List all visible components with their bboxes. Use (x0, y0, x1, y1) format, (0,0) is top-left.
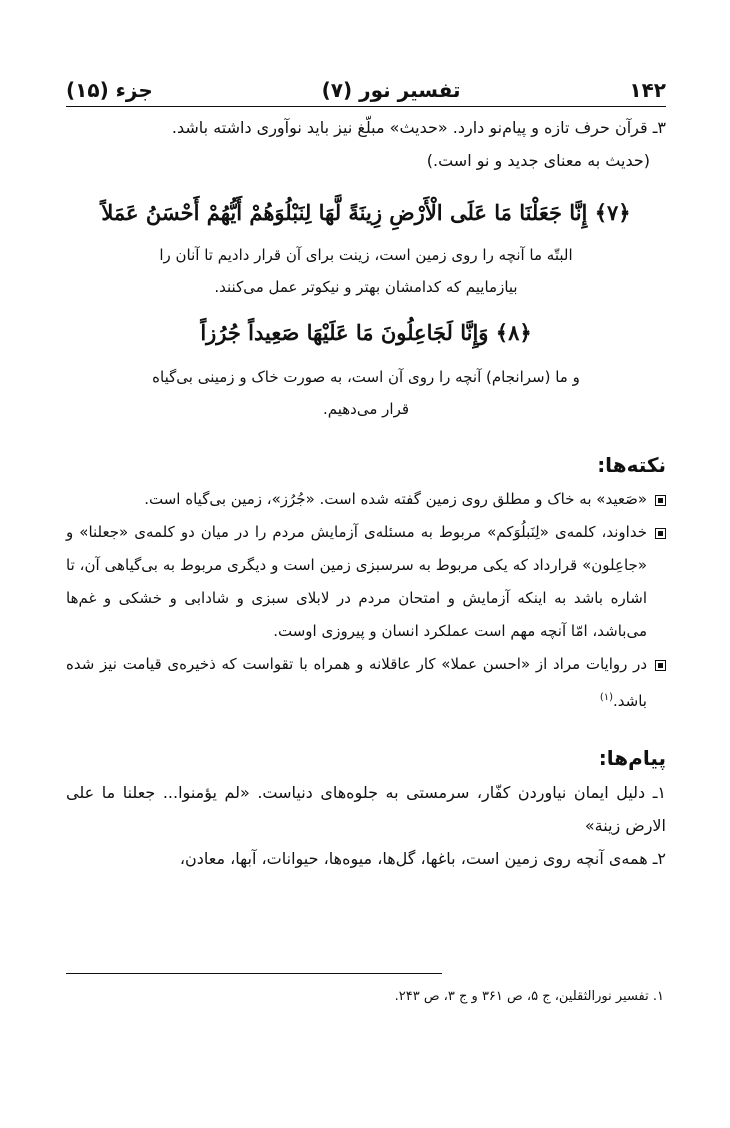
intro-paragraph (66, 111, 666, 177)
verse-7 (66, 193, 666, 303)
list-item: خداوند، کلمه‌ی «لِنَبلُوَکم» مربوط به مسئله‌ی آزمایش مردم را در میان دو کلمه‌ی «جعلنا» و «جاعِلون» قرارداد که یکی مربوط به سرسبزی زمین است و دیگری مربوط به بی‌گیاهی آن، تا اشاره باشد به اینکه آزمایش و امتحان مردم در لابلای سبزی و شادابی و خشکی و غم‌ها می‌باشد، امّا آنچه مهم است عملکرد انسان و پیروزی اوست. (66, 516, 666, 648)
verse-8 (66, 313, 666, 425)
verse-number: ﴿۷﴾ (594, 200, 631, 225)
verse-translation: و ما (سرانجام) آنچه را روی آن است، به صورت خاک و زمینی بی‌گیاه (152, 368, 580, 386)
square-bullet-icon (655, 495, 666, 506)
notes-section (66, 447, 666, 718)
section-title: پیام‌ها: (598, 746, 666, 770)
verse-arabic: ﴿۷﴾ إِنَّا جَعَلْنَا مَا عَلَى الْأَرْضِ زِينَةً لَّهَا لِنَبْلُوَهُمْ أَيُّهُمْ أَحْسَنُ عَمَلاً (101, 200, 631, 225)
verse-arabic: ﴿۸﴾ وَإِنَّا لَجَاعِلُونَ مَا عَلَيْهَا صَعِيداً جُرُزاً (200, 320, 532, 345)
footnote-divider (66, 973, 442, 974)
book-title: تفسیر نور (۷) (321, 78, 461, 102)
section-title: نکته‌ها: (597, 453, 666, 477)
footnote: ۱. تفسیر نورالثقلین، ج ۵، ص ۳۶۱ و ج ۳، ص ۲۴۳. (394, 989, 664, 1004)
verse-translation: بیازماییم که کدامشان بهتر و نیکوتر عمل می‌کنند. (214, 278, 518, 296)
part-label: جزء (۱۵) (66, 78, 153, 102)
page-header (66, 78, 666, 107)
square-bullet-icon (655, 660, 666, 671)
square-bullet-icon (655, 528, 666, 539)
intro-line-1: ۳ـ قرآن حرف تازه و پیام‌نو دارد. «حدیث» مبلّغ نیز باید نوآوری داشته باشد. (171, 118, 666, 137)
verse-number: ﴿۸﴾ (495, 320, 532, 345)
list-item: در روایات مراد از «احسن عملا» کار عاقلانه و همراه با تقواست که ذخیره‌ی قیامت نیز شده باشد.$^{(۱)}$ (66, 648, 666, 718)
page-content (66, 78, 666, 875)
footnote-ref: (۱) (599, 692, 614, 703)
page-number: ۱۴۲ (629, 78, 666, 102)
verse-translation: قرار می‌دهیم. (322, 400, 410, 418)
messages-section (66, 740, 666, 875)
message-item: ۲ـ همه‌ی آنچه روی زمین است، باغها، گل‌ها، میوه‌ها، حیوانات، آبها، معادن، (179, 849, 666, 868)
intro-line-2: (حدیث به معنای جدید و نو است.) (426, 151, 650, 170)
verse-translation: البتّه ما آنچه را روی زمین است، زینت برای آن قرار دادیم تا آنان را (159, 246, 573, 264)
message-item: ۱ـ دلیل ایمان نیاوردن کفّار، سرمستی به جلوه‌های دنیاست. «لم یؤمنوا... جعلنا ما علی الارض زینة» (66, 783, 666, 835)
list-item: «صَعید» به خاک و مطلق روی زمین گفته شده است. «جُرُز»، زمین بی‌گیاه است. (66, 483, 666, 516)
